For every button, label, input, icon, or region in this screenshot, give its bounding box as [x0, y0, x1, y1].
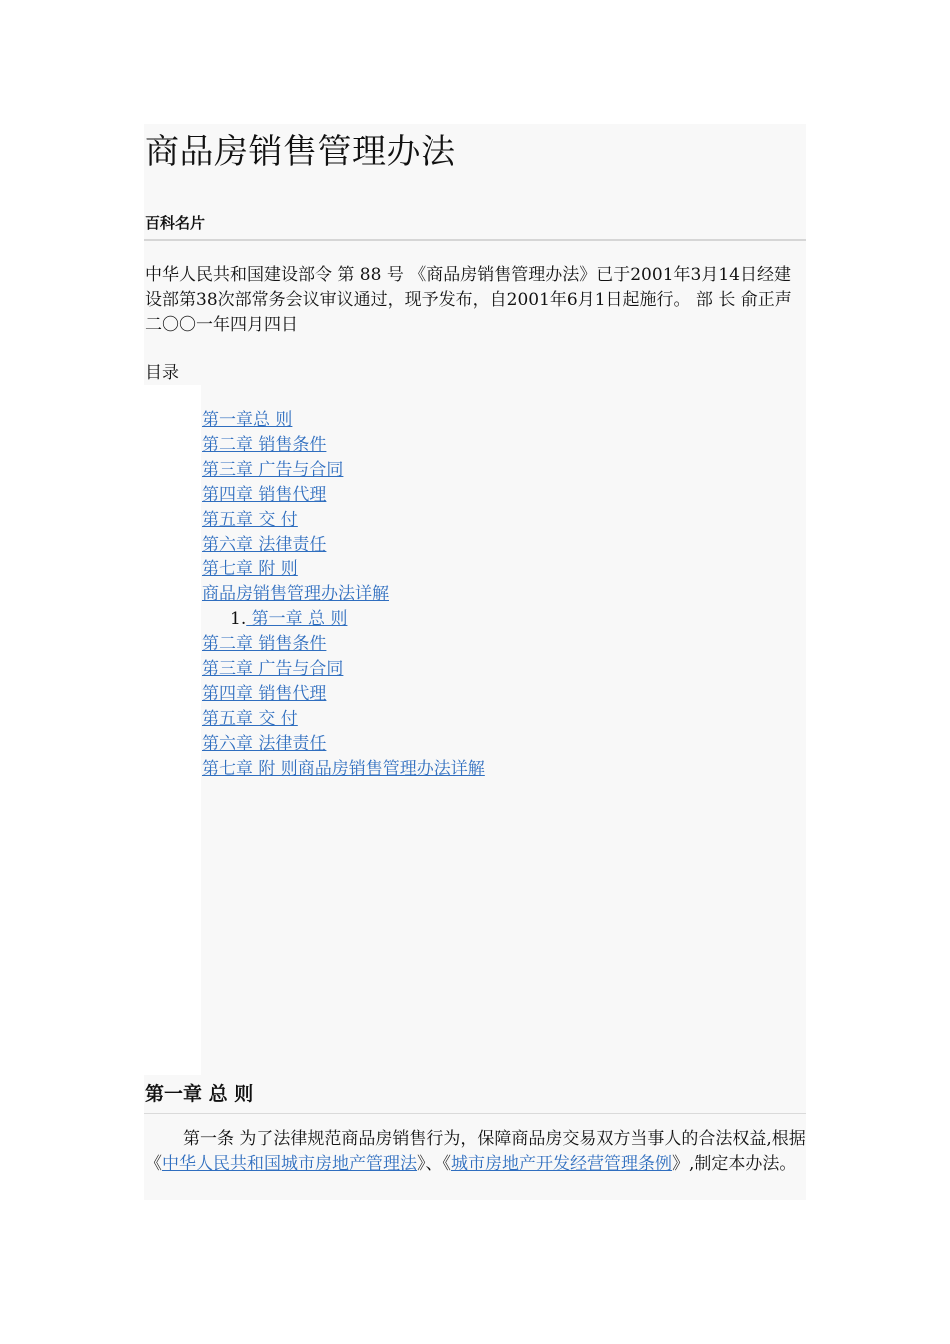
toc-link-explanation[interactable]: 商品房销售管理办法详解: [202, 584, 389, 605]
toc-link-sub-chapter5[interactable]: 第五章 交 付: [202, 708, 298, 729]
page-title: 商品房销售管理办法: [145, 132, 456, 172]
chapter-heading: 第一章 总 则: [145, 1083, 254, 1105]
law-link[interactable]: 中华人民共和国城市房地产管理法: [162, 1154, 417, 1174]
toc-item: [202, 508, 485, 533]
toc-link-sub-chapter3[interactable]: 第三章 广告与合同: [202, 659, 344, 680]
divider: [144, 1113, 806, 1114]
toc-item: [202, 632, 485, 657]
toc-link-sub-chapter6[interactable]: 第六章 法律责任: [202, 733, 327, 754]
toc-link-chapter2[interactable]: 第二章 销售条件: [202, 434, 327, 455]
article-paragraph: [145, 1127, 806, 1177]
toc-heading: 目录: [145, 363, 179, 383]
toc-item-number: 1.: [230, 609, 247, 630]
article-text: 第一条 为了法律规范商品房销售行为，保障商品房交易双方当事人的合法权益,根据《: [145, 1129, 806, 1174]
toc-item: [202, 533, 485, 558]
toc-item: [202, 458, 485, 483]
toc-link-chapter1[interactable]: 第一章总 则: [202, 410, 293, 430]
toc-item: [202, 682, 485, 707]
toc-link-chapter7[interactable]: 第七章 附 则: [202, 559, 298, 580]
toc-link-chapter4[interactable]: 第四章 销售代理: [202, 484, 327, 505]
toc-item: [202, 408, 485, 433]
intro-paragraph: 中华人民共和国建设部令 第 88 号 《商品房销售管理办法》已于2001年3月14日经建设部第38次部常务会议审议通过，现予发布，自2001年6月1日起施行。 部 长 俞正声 二〇〇一年四月四日: [145, 265, 792, 335]
toc-item: [202, 707, 485, 732]
toc-link-sub-chapter2[interactable]: 第二章 销售条件: [202, 634, 327, 655]
toc-item: [202, 607, 485, 632]
toc-item: [202, 557, 485, 582]
toc-item: [202, 582, 485, 607]
toc-item: [202, 757, 485, 782]
toc-link-sub-chapter7[interactable]: 第七章 附 则商品房销售管理办法详解: [202, 758, 485, 779]
toc-item: [202, 732, 485, 757]
toc-link-chapter5[interactable]: 第五章 交 付: [202, 509, 298, 530]
regulation-link[interactable]: 城市房地产开发经营管理条例: [451, 1154, 672, 1174]
toc-link-chapter3[interactable]: 第三章 广告与合同: [202, 459, 344, 480]
toc-link-sub-chapter1[interactable]: 第一章 总 则: [246, 609, 348, 630]
toc-item: [202, 657, 485, 682]
article-text: 》、《: [417, 1154, 451, 1174]
toc-margin: [144, 385, 201, 1075]
encyclopedia-card-label: 百科名片: [145, 214, 206, 232]
toc-link-chapter6[interactable]: 第六章 法律责任: [202, 534, 327, 555]
article-text: 》,制定本办法。: [672, 1154, 797, 1174]
table-of-contents: [202, 408, 485, 782]
divider: [144, 239, 806, 241]
toc-link-sub-chapter4[interactable]: 第四章 销售代理: [202, 683, 327, 704]
toc-item: [202, 433, 485, 458]
toc-item: [202, 483, 485, 508]
